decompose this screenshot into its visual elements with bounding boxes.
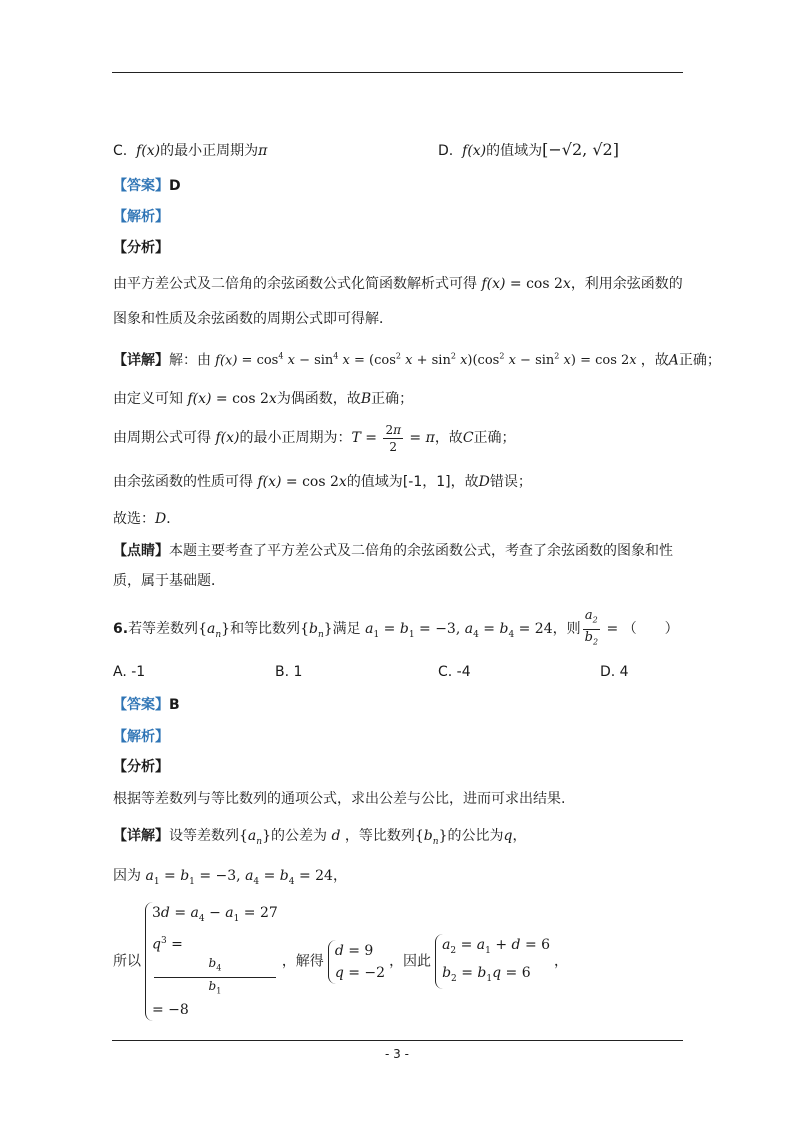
q6-fenxi xyxy=(113,757,169,777)
detail-tag: 【详解】 xyxy=(113,828,169,844)
option-d-text: 的值域为 xyxy=(486,143,543,159)
math-formula: = xyxy=(602,621,623,638)
q5-fenxi-line1 xyxy=(113,274,683,294)
math-formula: f(x) xyxy=(253,474,282,490)
option-text: A. -1 xyxy=(113,664,146,680)
math-pi: π xyxy=(258,143,268,159)
q6-option-b xyxy=(275,664,302,680)
q6-answer xyxy=(113,695,180,715)
text: ，等比数列 xyxy=(344,828,415,844)
text: 正确； xyxy=(371,391,414,407)
equation-system-1: $3d = a_4 - a_1 = 27$ $q^3$ = $b_4$ $b_1$ = −8 xyxy=(145,902,278,1021)
fraction: $\frac{a_2}{b_2}$ xyxy=(584,608,599,647)
text: 的最小正周期为： xyxy=(239,430,352,446)
q5-option-d xyxy=(438,140,619,160)
option-text: C. -4 xyxy=(438,664,471,680)
text: 正确； xyxy=(678,352,721,369)
text: 图象和性质及余弦函数的周期公式即可得解． xyxy=(113,311,393,327)
math-formula: x xyxy=(338,474,347,490)
text: 错误； xyxy=(489,474,532,490)
option-text: D. 4 xyxy=(600,664,629,680)
text: 所以 xyxy=(113,953,141,970)
q5-fenxi xyxy=(113,238,169,258)
math-c: C xyxy=(462,430,474,446)
answer-tag: 【答案】 xyxy=(113,697,169,713)
text: 若等差数列 xyxy=(128,621,199,638)
text: 的公差为 xyxy=(271,828,327,844)
math-seq-b: $\{b_n\}$ xyxy=(414,828,448,847)
analysis-tag: 【解析】 xyxy=(113,729,169,745)
math-d: D xyxy=(478,474,490,490)
option-d-label: D. xyxy=(438,143,454,159)
math-fx: f(x) xyxy=(131,143,161,159)
fenxi-tag: 【分析】 xyxy=(113,240,169,256)
math-seq-a: $\{a_n\}$ xyxy=(198,621,231,640)
page-number: - 3 - xyxy=(385,1047,409,1061)
math-formula: = xyxy=(360,430,382,446)
text: ，则 xyxy=(552,621,581,638)
q6-option-d xyxy=(600,664,629,680)
math-formula: = cos 2 xyxy=(211,391,269,407)
q5-detail-line3 xyxy=(113,420,516,456)
text: ，故 xyxy=(434,430,463,446)
math-condition: $a_1 = b_1 = -3$, $a_4 = b_4 = 24$ xyxy=(145,868,333,887)
q5-fenxi-line2 xyxy=(113,309,393,329)
analysis-tag: 【解析】 xyxy=(113,209,169,225)
text: 质，属于基础题． xyxy=(113,573,225,589)
q6-stem xyxy=(113,608,679,653)
math-formula: π xyxy=(425,430,435,446)
q5-option-c xyxy=(113,140,267,160)
text: 正确； xyxy=(473,430,516,446)
math-formula: f(x) xyxy=(477,276,506,292)
text: ． xyxy=(166,511,181,527)
math-formula: = cos 2 xyxy=(281,474,339,490)
comment-tag: 【点睛】 xyxy=(113,543,169,559)
header-rule xyxy=(112,72,683,73)
answer-value: B xyxy=(169,697,180,713)
text: ，解得 xyxy=(281,953,324,970)
q5-detail-line4 xyxy=(113,472,532,492)
math-range: [−√2, √2] xyxy=(542,140,619,159)
math-seq-b: $\{b_n\}$ xyxy=(300,621,333,640)
equation-system-3: $a_2 = a_1 + d = 6$ $b_2 = b_1q = 6$ xyxy=(435,934,550,990)
text: 本题主要考查了平方差公式及二倍角的余弦函数公式，考查了余弦函数的图象和性 xyxy=(169,543,673,559)
math-condition: $a_1 = b_1 = -3$, $a_4 = b_4 = 24$ xyxy=(365,621,553,640)
text: 根据等差数列与等比数列的通项公式，求出公差与公比，进而可求出结果. xyxy=(113,791,566,807)
q5-detail-line2 xyxy=(113,389,413,409)
math-formula: x xyxy=(268,391,277,407)
answer-tag: 【答案】 xyxy=(113,178,169,194)
math-formula: f(x) xyxy=(183,391,212,407)
option-c-text: 的最小正周期为 xyxy=(160,143,259,159)
math-b: B xyxy=(360,391,372,407)
detail-tag: 【详解】 xyxy=(113,352,169,369)
q6-detail-line2 xyxy=(113,866,347,892)
text: 解：由 xyxy=(169,352,211,369)
math-d: D xyxy=(155,511,167,527)
q6-detail-line3 xyxy=(113,902,568,1021)
text: 由周期公式可得 xyxy=(113,430,211,446)
text: 满足 xyxy=(332,621,361,638)
footer-rule xyxy=(112,1040,683,1041)
text: 故选： xyxy=(113,511,155,527)
q5-comment-line2 xyxy=(113,571,225,591)
q6-option-a xyxy=(113,664,145,680)
math-fx: f(x) xyxy=(211,430,240,446)
fraction: $\frac{2\pi}{2}$ xyxy=(385,422,401,454)
math-fx: f(x) xyxy=(457,143,487,159)
text: 设等差数列 xyxy=(169,828,239,844)
text: ，故 xyxy=(450,474,479,490)
text: ， xyxy=(512,828,527,844)
math-formula: = xyxy=(404,430,426,446)
math-formula: = cos 2 xyxy=(505,276,563,292)
text: ，故 xyxy=(640,352,669,369)
question-number: 6. xyxy=(113,621,129,638)
answer-value: D xyxy=(169,178,181,194)
q6-detail-line1 xyxy=(113,826,526,852)
range-text: [-1，1] xyxy=(402,474,451,490)
text: 为偶函数，故 xyxy=(276,391,361,407)
text: （ ） xyxy=(622,621,679,638)
option-c-label: C. xyxy=(113,143,128,159)
text: ，利用余弦函数的 xyxy=(570,276,683,292)
option-text: B. 1 xyxy=(275,664,303,680)
text: 由定义可知 xyxy=(113,391,183,407)
text: 因为 xyxy=(113,868,141,884)
text: 的值域为 xyxy=(346,474,403,490)
text: 的公比为 xyxy=(447,828,504,844)
q5-answer xyxy=(113,176,181,196)
math-formula: T xyxy=(351,430,361,446)
math-d: d xyxy=(327,828,345,844)
text: ， xyxy=(332,868,347,884)
math-a: A xyxy=(668,352,679,369)
q5-comment-line1 xyxy=(113,541,673,561)
q5-detail-line1 xyxy=(113,347,721,371)
text: 和等比数列 xyxy=(230,621,301,638)
math-formula: = $\cos^4 x - \sin^4 x = (\cos^2$ $x + \sin^2 x)(\cos^2$ $x - \sin^2 x) = \cos 2x$ xyxy=(237,352,637,369)
fenxi-tag: 【分析】 xyxy=(113,759,169,775)
q6-fenxi-text xyxy=(113,789,565,809)
math-formula: x xyxy=(562,276,571,292)
equation-system-2: d = 9 q = −2 xyxy=(328,940,385,984)
text: ，因此 xyxy=(389,953,432,970)
q5-analysis xyxy=(113,207,169,227)
text: ， xyxy=(554,953,569,970)
q6-analysis xyxy=(113,727,169,747)
text: 由平方差公式及二倍角的余弦函数公式化简函数解析式可得 xyxy=(113,276,477,292)
math-seq-a: $\{a_n\}$ xyxy=(239,828,271,847)
math-formula: f(x) xyxy=(211,353,238,369)
q6-option-c xyxy=(438,664,471,680)
math-q: q xyxy=(503,828,513,844)
q5-choose xyxy=(113,509,180,529)
text: 由余弦函数的性质可得 xyxy=(113,474,253,490)
